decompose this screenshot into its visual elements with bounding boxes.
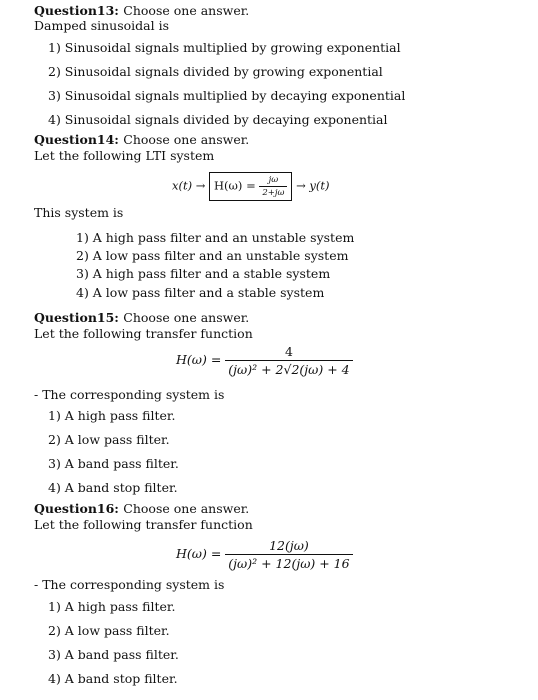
formula-fraction: [225, 538, 352, 571]
formula-denominator: (jω)² + 2√2(jω) + 4: [225, 360, 352, 377]
formula-fraction: [225, 344, 352, 377]
system-box-denominator: 2+jω: [259, 186, 287, 198]
question-14-number: Question14:: [34, 132, 119, 147]
formula-numerator: 12(jω): [269, 538, 309, 553]
question-14-option-3[interactable]: 3) A high pass filter and a stable system: [76, 266, 331, 281]
question-15-header: [34, 310, 249, 325]
question-15-option-2[interactable]: 2) A low pass filter.: [48, 432, 170, 447]
question-15-follow: - The corresponding system is: [34, 387, 225, 402]
question-16-option-4[interactable]: 4) A band stop filter.: [48, 671, 178, 686]
question-13-instruction: Choose one answer.: [123, 3, 250, 18]
question-13-option-1[interactable]: 1) Sinusoidal signals multiplied by growing exponential: [48, 40, 401, 55]
question-14-option-2[interactable]: 2) A low pass filter and an unstable system: [76, 248, 349, 263]
question-13-header: [34, 3, 249, 18]
question-14-text: Let the following LTI system: [34, 148, 215, 163]
question-14-option-1[interactable]: 1) A high pass filter and an unstable system: [76, 230, 355, 245]
question-14-follow: This system is: [34, 205, 124, 220]
formula-numerator: 4: [284, 344, 293, 359]
system-input: x(t) →: [172, 178, 206, 193]
question-16-option-3[interactable]: 3) A band pass filter.: [48, 647, 179, 662]
formula-denominator: (jω)² + 12(jω) + 16: [225, 554, 352, 571]
question-15-formula: [176, 344, 353, 377]
question-15-number: Question15:: [34, 310, 119, 325]
question-16-number: Question16:: [34, 501, 119, 516]
question-15-option-3[interactable]: 3) A band pass filter.: [48, 456, 179, 471]
question-15-text: Let the following transfer function: [34, 326, 253, 341]
question-16-header: [34, 501, 249, 516]
formula-lhs: H(ω) =: [176, 546, 222, 561]
system-box-fraction: [259, 175, 287, 198]
system-box-lhs: H(ω) =: [214, 178, 256, 193]
question-16-option-2[interactable]: 2) A low pass filter.: [48, 623, 170, 638]
question-16-instruction: Choose one answer.: [123, 501, 250, 516]
question-14-option-4[interactable]: 4) A low pass filter and a stable system: [76, 285, 325, 300]
question-13-option-3[interactable]: 3) Sinusoidal signals multiplied by decaying exponential: [48, 88, 406, 103]
question-13-number: Question13:: [34, 3, 119, 18]
question-13-text: Damped sinusoidal is: [34, 18, 169, 33]
system-box-numerator: jω: [268, 175, 279, 185]
question-16-follow: - The corresponding system is: [34, 577, 225, 592]
question-15-option-1[interactable]: 1) A high pass filter.: [48, 408, 176, 423]
question-14-instruction: Choose one answer.: [123, 132, 250, 147]
question-16-text: Let the following transfer function: [34, 517, 253, 532]
system-box: [209, 172, 292, 201]
question-15-instruction: Choose one answer.: [123, 310, 250, 325]
question-16-option-1[interactable]: 1) A high pass filter.: [48, 599, 176, 614]
question-13-option-2[interactable]: 2) Sinusoidal signals divided by growing exponential: [48, 64, 383, 79]
system-output: → y(t): [296, 178, 330, 193]
question-14-header: [34, 132, 249, 147]
question-14-system-diagram: [172, 172, 330, 201]
formula-lhs: H(ω) =: [176, 352, 222, 367]
question-15-option-4[interactable]: 4) A band stop filter.: [48, 480, 178, 495]
question-16-formula: [176, 538, 353, 571]
question-13-option-4[interactable]: 4) Sinusoidal signals divided by decaying exponential: [48, 112, 388, 127]
